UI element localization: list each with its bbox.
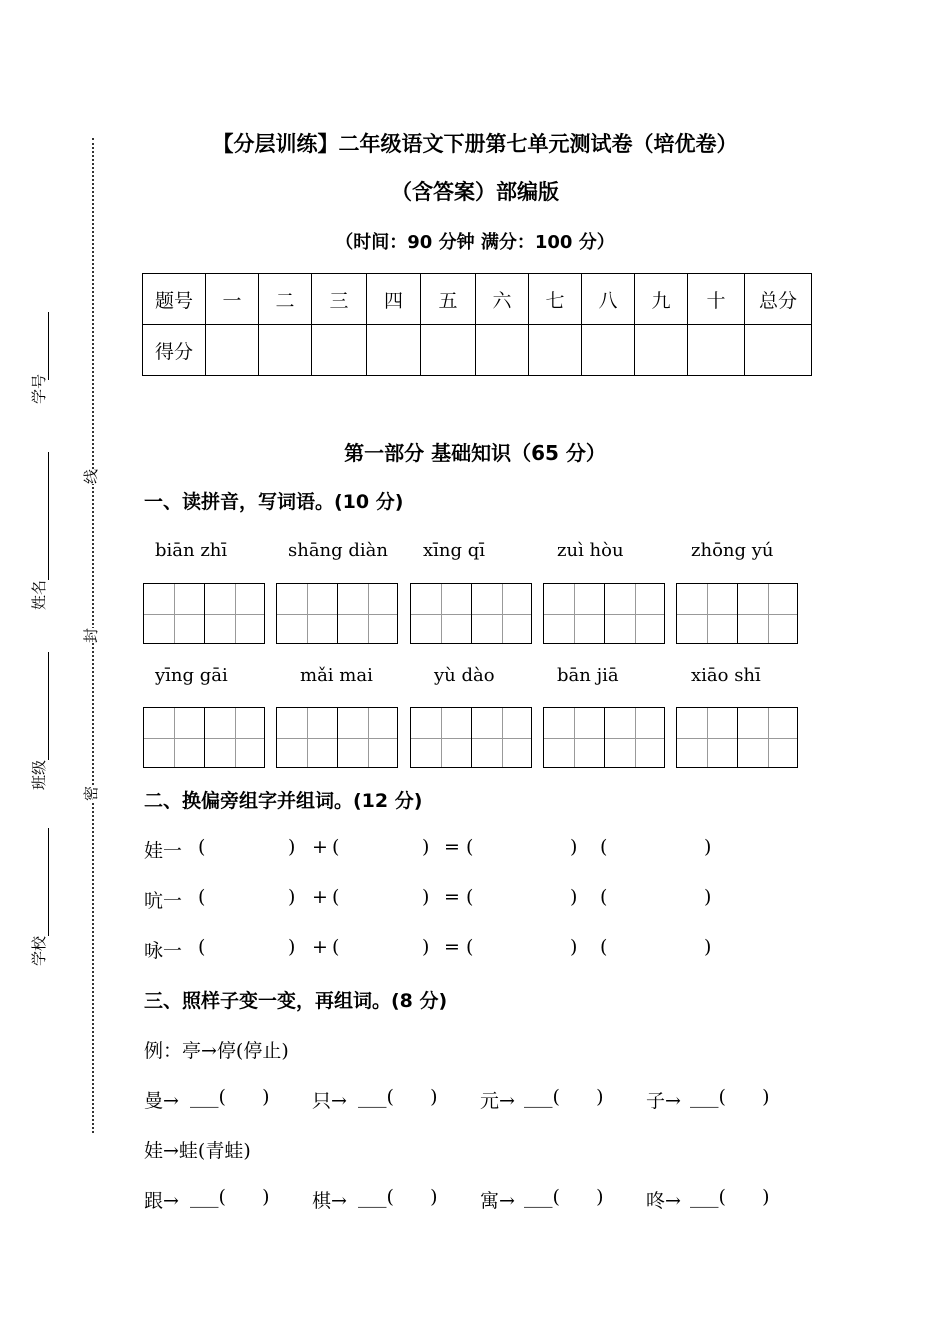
score-cell[interactable] [421, 325, 476, 376]
score-row-label: 得分 [143, 325, 206, 376]
score-cell[interactable] [745, 325, 812, 376]
score-header-cell: 九 [635, 274, 688, 325]
pinyin-label: shāng diàn [288, 540, 389, 561]
school-blank[interactable] [48, 828, 49, 936]
q3-answer-blank[interactable]: ___( ) [358, 1086, 438, 1108]
q2-blank-3[interactable]: ( [466, 936, 474, 958]
q3-item: 曼→ [144, 1090, 179, 1112]
q2-blank-3[interactable]: ( [466, 836, 474, 858]
plus-sign: + [312, 936, 328, 958]
q2-blank-2[interactable]: ( [332, 886, 340, 908]
q2-blank-3[interactable]: ( [466, 886, 474, 908]
paren-close: ) [288, 886, 296, 908]
q3-item: 咚→ [646, 1190, 681, 1212]
exam-info: （时间：90 分钟 满分：100 分） [335, 232, 615, 253]
q3-item: 元→ [480, 1090, 515, 1112]
plus-sign: + [312, 886, 328, 908]
q2-row-label: 咏一 [144, 940, 183, 962]
equals-sign: = [444, 836, 460, 858]
q3-title: 三、照样子变一变，再组词。(8 分) [144, 990, 448, 1012]
q2-row-label: 娃一 [144, 840, 183, 862]
paren-close: ) [704, 836, 712, 858]
score-cell[interactable] [582, 325, 635, 376]
writing-grid[interactable] [276, 583, 398, 644]
paren-close: ) [570, 836, 578, 858]
paren-close: ) [288, 836, 296, 858]
q3-item: 棋→ [312, 1190, 347, 1212]
writing-grid[interactable] [410, 583, 532, 644]
paren-close: ) [422, 936, 430, 958]
score-header-cell: 总分 [745, 274, 812, 325]
class-label: 班级 [30, 759, 48, 790]
paren-close: ) [704, 886, 712, 908]
q2-title: 二、换偏旁组字并组词。(12 分) [144, 790, 423, 812]
score-cell[interactable] [312, 325, 367, 376]
part1-heading: 第一部分 基础知识（65 分） [344, 441, 606, 465]
name-label: 姓名 [30, 579, 48, 610]
page-title-line2: （含答案）部编版 [391, 180, 559, 204]
score-cell[interactable] [259, 325, 312, 376]
q2-row-label: 吭一 [144, 890, 183, 912]
q3-item: 寓→ [480, 1190, 515, 1212]
seal-mark-feng: 封 [82, 627, 101, 644]
score-cell[interactable] [529, 325, 582, 376]
score-table [142, 273, 812, 376]
school-label: 学校 [30, 935, 48, 966]
writing-grid[interactable] [143, 707, 265, 768]
student-no-blank[interactable] [48, 312, 49, 380]
pinyin-label: xīng qī [423, 540, 486, 561]
writing-grid[interactable] [276, 707, 398, 768]
paren-close: ) [288, 936, 296, 958]
student-no-label: 学号 [30, 373, 48, 404]
pinyin-label: zuì hòu [557, 540, 624, 561]
q2-blank-1[interactable]: ( [198, 836, 206, 858]
q3-item: 只→ [312, 1090, 347, 1112]
paren-close: ) [422, 836, 430, 858]
score-header-cell: 七 [529, 274, 582, 325]
q3-answer-blank[interactable]: ___( ) [690, 1186, 770, 1208]
q2-blank-4[interactable]: ( [600, 886, 608, 908]
q3-answer-blank[interactable]: ___( ) [190, 1086, 270, 1108]
q2-blank-1[interactable]: ( [198, 936, 206, 958]
score-header-cell: 五 [421, 274, 476, 325]
score-header-cell: 四 [367, 274, 421, 325]
q3-example-1: 例：亭→停(停止) [144, 1040, 289, 1062]
q3-item: 子→ [646, 1090, 681, 1112]
name-blank[interactable] [48, 452, 49, 580]
score-header-cell: 六 [476, 274, 529, 325]
pinyin-label: zhōng yú [691, 540, 774, 561]
pinyin-label: yīng gāi [155, 665, 228, 686]
q2-blank-1[interactable]: ( [198, 886, 206, 908]
equals-sign: = [444, 886, 460, 908]
q2-blank-2[interactable]: ( [332, 836, 340, 858]
paren-close: ) [422, 886, 430, 908]
q2-blank-4[interactable]: ( [600, 936, 608, 958]
writing-grid[interactable] [543, 707, 665, 768]
equals-sign: = [444, 936, 460, 958]
score-table-header-row [143, 274, 812, 325]
pinyin-label: biān zhī [155, 540, 228, 561]
q2-blank-2[interactable]: ( [332, 936, 340, 958]
paren-close: ) [570, 936, 578, 958]
paren-close: ) [570, 886, 578, 908]
seal-mark-mi: 密 [82, 785, 101, 802]
class-blank[interactable] [48, 652, 49, 760]
pinyin-label: yù dào [434, 665, 495, 686]
writing-grid[interactable] [410, 707, 532, 768]
q3-answer-blank[interactable]: ___( ) [690, 1086, 770, 1108]
score-table-score-row [143, 325, 812, 376]
score-header-cell: 一 [206, 274, 259, 325]
score-cell[interactable] [688, 325, 745, 376]
score-header-cell: 题号 [143, 274, 206, 325]
score-cell[interactable] [476, 325, 529, 376]
pinyin-label: bān jiā [557, 665, 619, 686]
q3-answer-blank[interactable]: ___( ) [190, 1186, 270, 1208]
score-header-cell: 八 [582, 274, 635, 325]
seal-mark-xian: 线 [82, 468, 101, 485]
score-header-cell: 十 [688, 274, 745, 325]
paren-close: ) [704, 936, 712, 958]
q1-title: 一、读拼音，写词语。(10 分) [144, 491, 404, 513]
q2-blank-4[interactable]: ( [600, 836, 608, 858]
writing-grid[interactable] [143, 583, 265, 644]
page-title-line1: 【分层训练】二年级语文下册第七单元测试卷（培优卷） [212, 132, 738, 156]
pinyin-label: xiāo shī [691, 665, 761, 686]
q3-item: 跟→ [144, 1190, 179, 1212]
writing-grid[interactable] [676, 583, 798, 644]
plus-sign: + [312, 836, 328, 858]
pinyin-label: mǎi mai [300, 665, 373, 686]
writing-grid[interactable] [676, 707, 798, 768]
score-cell[interactable] [635, 325, 688, 376]
score-cell[interactable] [367, 325, 421, 376]
q3-answer-blank[interactable]: ___( ) [524, 1186, 604, 1208]
q3-answer-blank[interactable]: ___( ) [524, 1086, 604, 1108]
score-header-cell: 二 [259, 274, 312, 325]
score-cell[interactable] [206, 325, 259, 376]
q3-answer-blank[interactable]: ___( ) [358, 1186, 438, 1208]
writing-grid[interactable] [543, 583, 665, 644]
score-header-cell: 三 [312, 274, 367, 325]
q3-example-2: 娃→蛙(青蛙) [144, 1140, 251, 1162]
